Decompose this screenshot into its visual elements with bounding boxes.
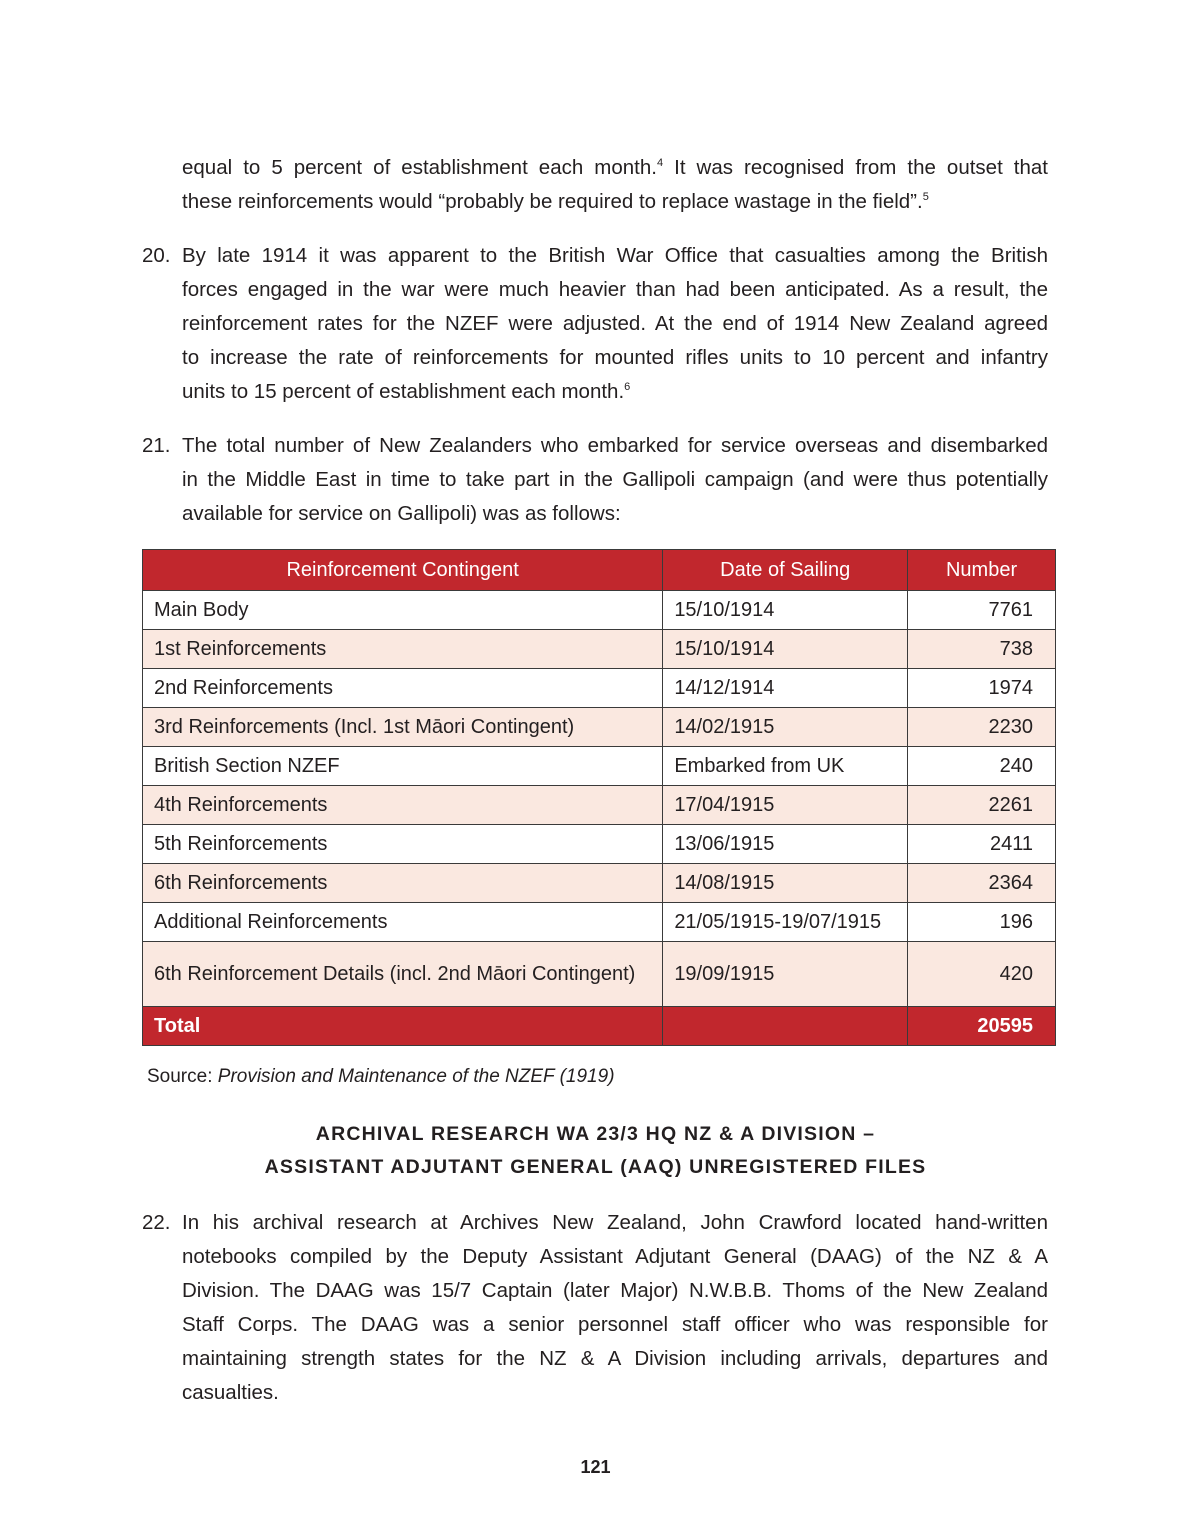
- contingent-cell: Main Body: [143, 591, 663, 630]
- paragraph-number: 22.: [142, 1211, 171, 1234]
- number-cell: 738: [908, 630, 1056, 669]
- table-row: [143, 942, 1056, 1007]
- paragraph-line: Division. The DAAG was 15/7 Captain (later Major) N.W.B.B. Thoms of the New Zealand: [182, 1279, 1048, 1302]
- page-number: 121: [580, 1457, 611, 1477]
- reinforcement-table: [142, 549, 1056, 1046]
- footnote-ref-4[interactable]: 4: [656, 157, 664, 169]
- footnote-ref-6[interactable]: 6: [624, 381, 631, 393]
- paragraph-number: 21.: [142, 434, 171, 457]
- table-source: Source: Provision and Maintenance of the NZEF (1919): [147, 1066, 615, 1087]
- number-cell: 196: [908, 903, 1056, 942]
- table-total-row: [143, 1007, 1056, 1046]
- number-cell: 2261: [908, 786, 1056, 825]
- table-row: [143, 708, 1056, 747]
- contingent-cell: British Section NZEF: [143, 747, 663, 786]
- paragraph-line: reinforcement rates for the NZEF were adjusted. At the end of 1914 New Zealand agreed: [182, 312, 1048, 335]
- column-header-date: Date of Sailing: [663, 550, 908, 591]
- footnote-ref-5[interactable]: 5: [922, 191, 929, 203]
- contingent-cell: 2nd Reinforcements: [143, 669, 663, 708]
- table-row: [143, 591, 1056, 630]
- date-cell: 15/10/1914: [663, 630, 908, 669]
- contingent-cell: 1st Reinforcements: [143, 630, 663, 669]
- total-date-cell: [663, 1007, 908, 1046]
- date-cell: 21/05/1915-19/07/1915: [663, 903, 908, 942]
- column-header-number: Number: [908, 550, 1056, 591]
- date-cell: 13/06/1915: [663, 825, 908, 864]
- paragraph-line: In his archival research at Archives New Zealand, John Crawford located hand-written: [182, 1211, 1048, 1234]
- intro-line-1: equal to 5 percent of establishment each month.$^4$ It was recognised from the outset that: [182, 156, 1048, 179]
- contingent-cell: 5th Reinforcements: [143, 825, 663, 864]
- table-row: [143, 864, 1056, 903]
- paragraph-line: By late 1914 it was apparent to the British War Office that casualties among the British: [182, 244, 1048, 267]
- date-cell: 19/09/1915: [663, 942, 908, 1007]
- number-cell: 7761: [908, 591, 1056, 630]
- source-title: Provision and Maintenance of the NZEF (1919): [217, 1066, 615, 1087]
- section-heading-line-1: ARCHIVAL RESEARCH WA 23/3 HQ NZ & A DIVISION –: [315, 1123, 876, 1145]
- table-row: [143, 786, 1056, 825]
- intro-line-2: these reinforcements would “probably be required to replace wastage in the field”.$^5$: [182, 190, 929, 213]
- paragraph-number: 20.: [142, 244, 171, 267]
- table-header-row: [143, 550, 1056, 591]
- section-heading-line-2: ASSISTANT ADJUTANT GENERAL (AAQ) UNREGISTERED FILES: [264, 1156, 927, 1178]
- paragraph-20: [142, 239, 1048, 409]
- paragraph-line: Staff Corps. The DAAG was a senior personnel staff officer who was responsible for: [182, 1313, 1048, 1336]
- paragraph-line: casualties.: [182, 1381, 279, 1404]
- number-cell: 2364: [908, 864, 1056, 903]
- table-row: [143, 903, 1056, 942]
- number-cell: 240: [908, 747, 1056, 786]
- date-cell: 14/02/1915: [663, 708, 908, 747]
- number-cell: 2230: [908, 708, 1056, 747]
- paragraph-line: The total number of New Zealanders who embarked for service overseas and disembarked: [182, 434, 1048, 457]
- paragraph-line: units to 15 percent of establishment each month.$^6$: [182, 380, 631, 403]
- date-cell: 17/04/1915: [663, 786, 908, 825]
- paragraph-line: maintaining strength states for the NZ & A Division including arrivals, departures and: [182, 1347, 1048, 1370]
- table-row: [143, 669, 1056, 708]
- paragraph-22: [142, 1206, 1048, 1410]
- contingent-cell: 4th Reinforcements: [143, 786, 663, 825]
- intro-paragraph: [182, 151, 1048, 219]
- paragraph-line: available for service on Gallipoli) was as follows:: [182, 502, 621, 525]
- column-header-contingent: Reinforcement Contingent: [143, 550, 663, 591]
- number-cell: 420: [908, 942, 1056, 1007]
- contingent-cell: Additional Reinforcements: [143, 903, 663, 942]
- number-cell: 2411: [908, 825, 1056, 864]
- contingent-cell: 6th Reinforcement Details (incl. 2nd Māori Contingent): [143, 942, 663, 1007]
- contingent-cell: 6th Reinforcements: [143, 864, 663, 903]
- total-label: Total: [143, 1007, 663, 1046]
- table-row: [143, 630, 1056, 669]
- paragraph-line: in the Middle East in time to take part in the Gallipoli campaign (and were thus potentially: [182, 468, 1048, 491]
- table-row: [143, 825, 1056, 864]
- paragraph-line: notebooks compiled by the Deputy Assistant Adjutant General (DAAG) of the NZ & A: [182, 1245, 1048, 1268]
- paragraph-line: forces engaged in the war were much heavier than had been anticipated. As a result, the: [182, 278, 1048, 301]
- paragraph-line: to increase the rate of reinforcements for mounted rifles units to 10 percent and infantry: [182, 346, 1048, 369]
- number-cell: 1974: [908, 669, 1056, 708]
- date-cell: Embarked from UK: [663, 747, 908, 786]
- contingent-cell: 3rd Reinforcements (Incl. 1st Māori Contingent): [143, 708, 663, 747]
- date-cell: 15/10/1914: [663, 591, 908, 630]
- table-row: [143, 747, 1056, 786]
- total-number: 20595: [908, 1007, 1056, 1046]
- paragraph-21: [142, 429, 1048, 531]
- date-cell: 14/08/1915: [663, 864, 908, 903]
- date-cell: 14/12/1914: [663, 669, 908, 708]
